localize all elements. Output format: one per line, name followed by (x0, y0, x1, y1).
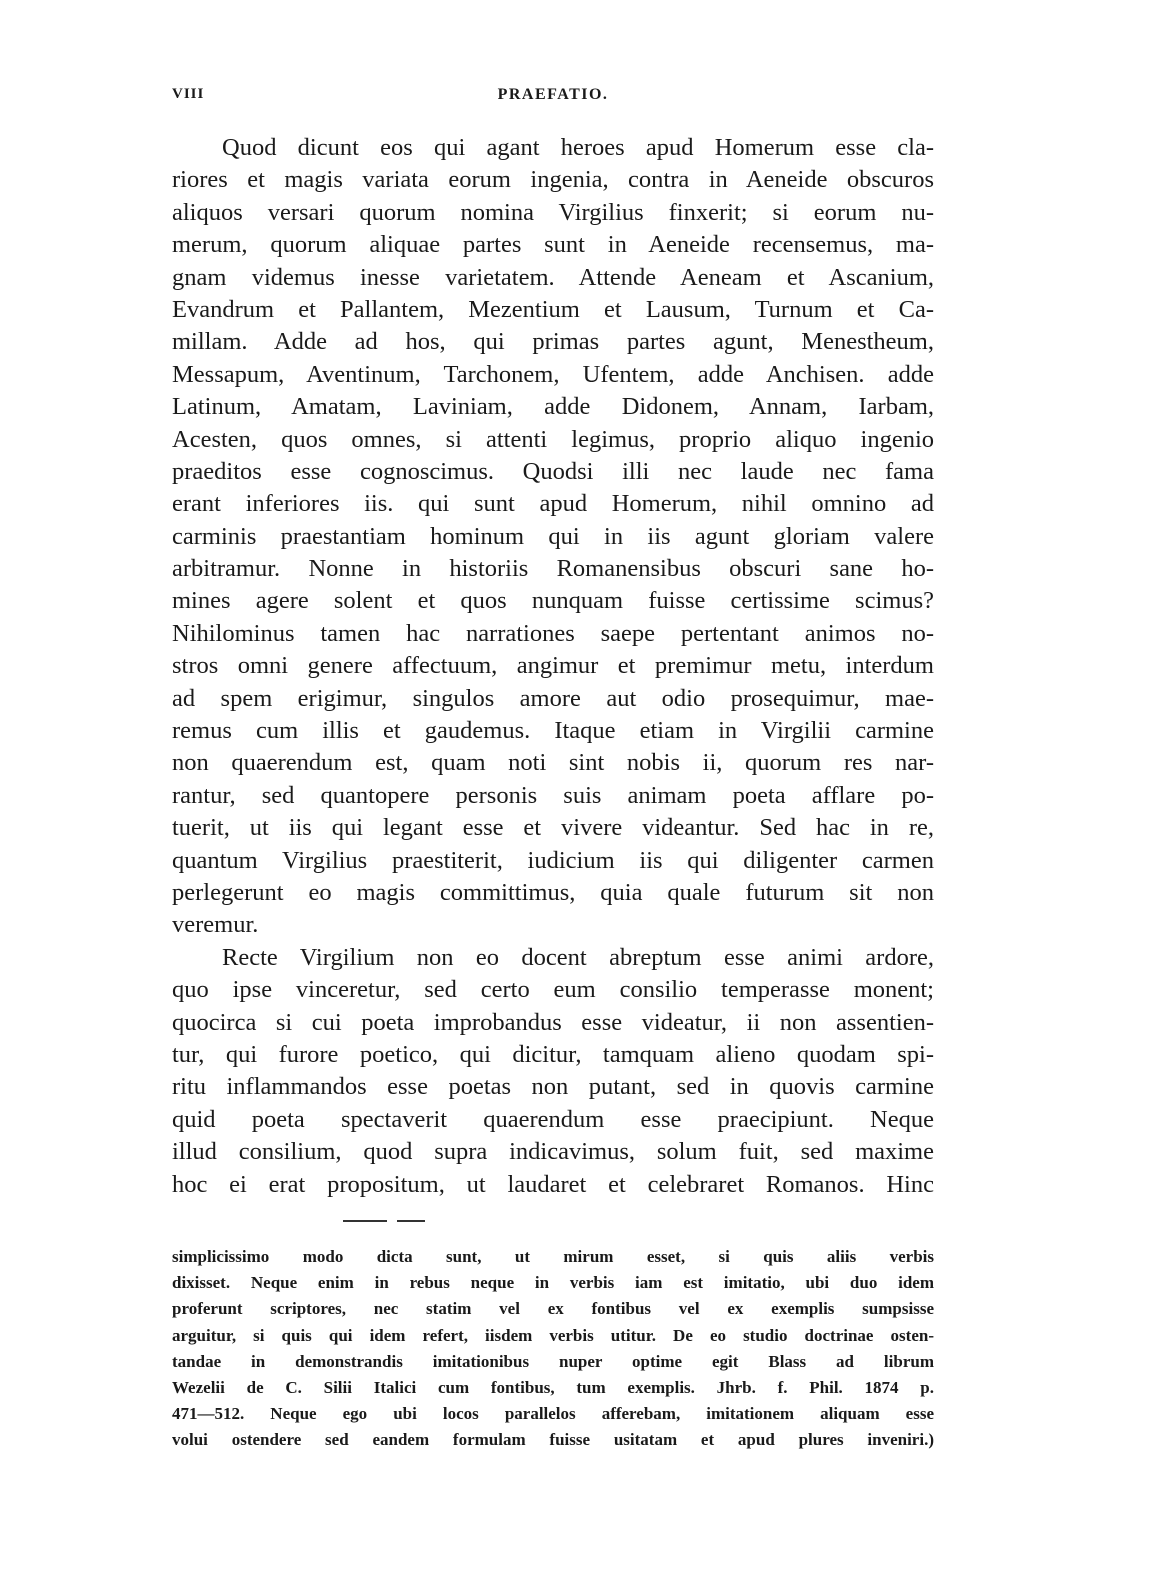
page-number: VIII (172, 86, 205, 102)
text-line: riores et magis variata eorum ingenia, contra in Aeneide obscuros (172, 166, 934, 194)
text-line: quantum Virgilius praestiterit, iudicium iis qui diligenter carmen (172, 846, 934, 874)
text-line: Messapum, Aventinum, Tarchonem, Ufentem, adde Anchisen. adde (172, 360, 934, 388)
footnote-line: volui ostendere sed eandem formulam fuisse usitatam et apud plures inveniri.) (172, 1430, 934, 1450)
text-line: perlegerunt eo magis committimus, quia quale futurum sit non (172, 878, 934, 906)
text-line: arbitramur. Nonne in historiis Romanensibus obscuri sane ho- (172, 555, 934, 583)
text-line: Acesten, quos omnes, si attenti legimus, proprio aliquo ingenio (172, 425, 934, 453)
text-line: merum, quorum aliquae partes sunt in Aeneide recensemus, ma- (172, 231, 934, 259)
text-line: tuerit, ut iis qui legant esse et vivere videantur. Sed hac in re, (172, 814, 934, 842)
text-line: millam. Adde ad hos, qui primas partes agunt, Menestheum, (172, 328, 934, 356)
text-line: veremur. (172, 911, 259, 939)
footnote-line: arguitur, si quis qui idem refert, iisdem verbis utitur. De eo studio doctrinae osten- (172, 1325, 934, 1345)
text-line: Latinum, Amatam, Laviniam, adde Didonem, Annam, Iarbam, (172, 393, 934, 421)
paragraph-1 (172, 132, 934, 942)
text-line: hoc ei erat propositum, ut laudaret et celebraret Romanos. Hinc (172, 1170, 934, 1198)
text-line: quocirca si cui poeta improbandus esse videatur, ii non assentien- (172, 1008, 934, 1036)
main-text (172, 132, 934, 1201)
footnote-line: simplicissimo modo dicta sunt, ut mirum esset, si quis aliis verbis (172, 1247, 934, 1266)
text-line: stros omni genere affectuum, angimur et premimur metu, interdum (172, 652, 934, 680)
text-line: mines agere solent et quos nunquam fuisse certissime scimus? (172, 587, 934, 615)
text-line: remus cum illis et gaudemus. Itaque etiam in Virgilii carmine (172, 717, 934, 745)
footnote-line: proferunt scriptores, nec statim vel ex fontibus vel ex exemplis sumpsisse (172, 1299, 934, 1319)
text-line: praeditos esse cognoscimus. Quodsi illi nec laude nec fama (172, 457, 934, 485)
text-line: Recte Virgilium non eo docent abreptum esse animi ardore, (222, 943, 934, 971)
text-line: non quaerendum est, quam noti sint nobis ii, quorum res nar- (172, 749, 934, 777)
text-line: illud consilium, quod supra indicavimus, solum fuit, sed maxime (172, 1138, 934, 1166)
footnote-line: 471—512. Neque ego ubi locos parallelos afferebam, imitationem aliquam esse (172, 1404, 934, 1424)
text-line: ad spem erigimur, singulos amore aut odio prosequimur, mae- (172, 684, 934, 712)
text-line: Evandrum et Pallantem, Mezentium et Lausum, Turnum et Ca- (172, 295, 934, 323)
text-line: tur, qui furore poetico, qui dicitur, tamquam alieno quodam spi- (172, 1040, 934, 1068)
footnote-line: dixisset. Neque enim in rebus neque in verbis iam est imitatio, ubi duo idem (172, 1273, 934, 1293)
footnote-line: Wezelii de C. Silii Italici cum fontibus, tum exemplis. Jhrb. f. Phil. 1874 p. (172, 1377, 934, 1397)
footnote-line: tandae in demonstrandis imitationibus nuper optime egit Blass ad librum (172, 1351, 934, 1371)
text-line: gnam videmus inesse varietatem. Attende Aeneam et Ascanium, (172, 263, 934, 291)
running-title: PRAEFATIO. (497, 86, 609, 103)
footnote (172, 1244, 934, 1454)
text-line: ritu inflammandos esse poetas non putant, sed in quovis carmine (172, 1073, 934, 1101)
text-line: rantur, sed quantopere personis suis animam poeta afflare po- (172, 781, 934, 809)
text-line: carminis praestantiam hominum qui in iis agunt gloriam valere (172, 522, 934, 550)
text-line: Quod dicunt eos qui agant heroes apud Homerum esse cla- (222, 134, 934, 161)
paragraph-2 (172, 942, 934, 1201)
text-line: quo ipse vinceretur, sed certo eum consilio temperasse monent; (172, 976, 934, 1004)
text-line: aliquos versari quorum nomina Virgilius finxerit; si eorum nu- (172, 198, 934, 226)
footnote-separator (343, 1220, 425, 1222)
running-header (172, 86, 934, 110)
text-line: Nihilominus tamen hac narrationes saepe pertentant animos no- (172, 619, 934, 647)
text-line: erant inferiores iis. qui sunt apud Homerum, nihil omnino ad (172, 490, 934, 518)
text-line: quid poeta spectaverit quaerendum esse praecipiunt. Neque (172, 1105, 934, 1133)
